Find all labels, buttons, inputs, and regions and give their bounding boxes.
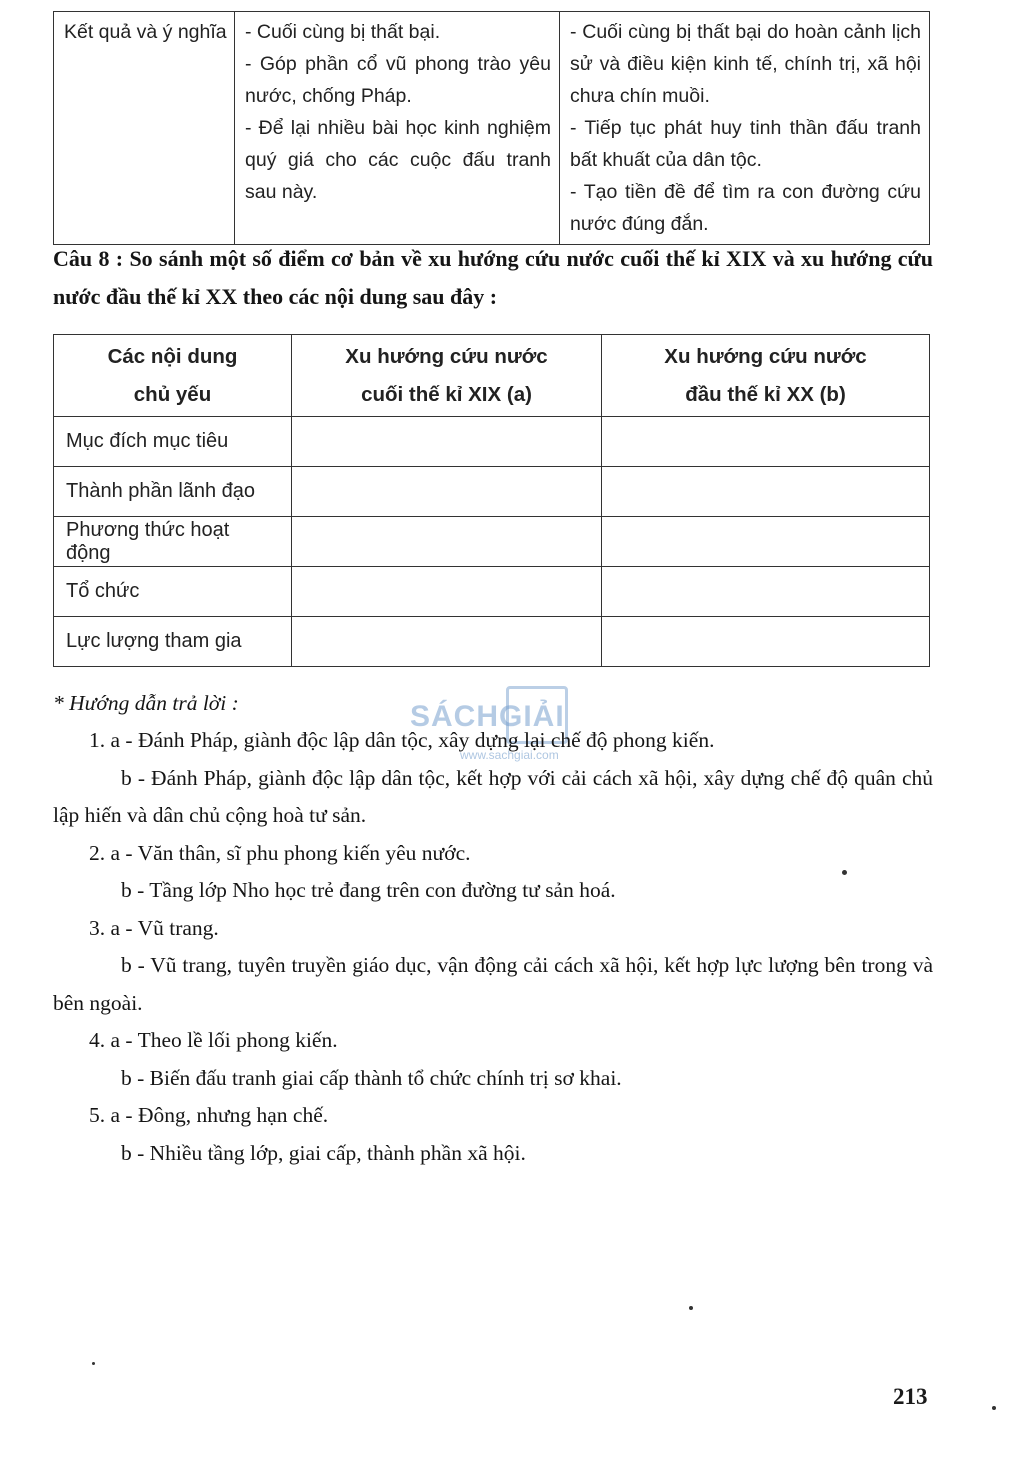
empty-cell [292,617,602,667]
answer-5a: 5. a - Đông, nhưng hạn chế. [89,1103,329,1127]
answer-1a: 1. a - Đánh Pháp, giành độc lập dân tộc, xây dựng lại chế độ phong kiến. [89,728,715,752]
results-b-item: - Tiếp tục phát huy tinh thần đấu tranh bất khuất của dân tộc. [570,117,921,171]
row-label: Thành phần lãnh đạo [54,467,292,517]
empty-cell [602,567,930,617]
row-label: Lực lượng tham gia [54,617,292,667]
empty-cell [292,567,602,617]
empty-cell [292,517,602,567]
header-content-line2: chủ yếu [133,382,212,406]
answer-2b: b - Tầng lớp Nho học trẻ đang trên con đường tư sản hoá. [121,878,616,902]
answer-2a: 2. a - Văn thân, sĩ phu phong kiến yêu nước. [89,840,471,865]
answer-5b: b - Nhiều tầng lớp, giai cấp, thành phần xã hội. [121,1140,526,1165]
watermark-url: www.sachgiai.com [460,748,559,762]
results-a-item: - Cuối cùng bị thất bại. [245,21,441,43]
empty-cell [602,467,930,517]
header-trend-b [602,335,930,417]
answer-1b: b - Đánh Pháp, giành độc lập dân tộc, kết hợp với cải cách xã hội, xây dựng chế độ quân chủ lập hiến và dân chủ cộng hoà tư sản. [53,765,933,827]
answer-guide [53,684,933,1172]
results-col-a [235,12,560,245]
header-content [54,335,292,417]
table-row [54,417,930,467]
answer-4a: 4. a - Theo lề lối phong kiến. [89,1028,338,1052]
answer-4b: b - Biến đấu tranh giai cấp thành tổ chức chính trị sơ khai. [121,1065,622,1090]
results-col-b [560,12,930,245]
empty-cell [292,417,602,467]
table-row [54,567,930,617]
scan-speck [842,870,847,875]
question-heading: Câu 8 : So sánh một số điểm cơ bản về xu hướng cứu nước cuối thế kỉ XIX và xu hướng cứu nước đầu thế kỉ XX theo các nội dung sau đây : [53,246,933,309]
table-row [54,12,930,245]
table-row [54,467,930,517]
row-label: Phương thức hoạt động [54,517,292,567]
empty-cell [602,417,930,467]
guide-title: * Hướng dẫn trả lời : [53,691,239,715]
table-row [54,617,930,667]
results-table [53,11,930,245]
header-a-line2: cuối thế kỉ XIX (a) [361,382,532,406]
row-label: Tổ chức [54,567,292,617]
header-a-line1: Xu hướng cứu nước [345,344,548,368]
header-content-line1: Các nội dung [107,344,238,368]
results-label: Kết quả và ý nghĩa [64,21,227,43]
table-header-row [54,335,930,417]
results-b-item: - Cuối cùng bị thất bại do hoàn cảnh lịch sử và điều kiện kinh tế, chính trị, xã hội chưa chín muồi. [570,21,921,107]
answer-3b: b - Vũ trang, tuyên truyền giáo dục, vận động cải cách xã hội, kết hợp lực lượng bên trong và bên ngoài. [53,953,933,1015]
header-trend-a [292,335,602,417]
scan-speck [992,1406,996,1410]
page-number: 213 [893,1384,928,1409]
scan-speck [689,1306,693,1310]
table-row [54,517,930,567]
header-b-line1: Xu hướng cứu nước [664,344,867,368]
results-a-item: - Góp phần cổ vũ phong trào yêu nước, chống Pháp. [245,53,551,107]
row-label [54,12,235,245]
results-b-item: - Tạo tiền đề để tìm ra con đường cứu nước đúng đắn. [570,181,921,235]
scan-speck [92,1362,95,1365]
answer-3a: 3. a - Vũ trang. [89,915,219,940]
results-a-item: - Để lại nhiều bài học kinh nghiệm quý giá cho các cuộc đấu tranh sau này. [245,117,551,203]
row-label: Mục đích mục tiêu [54,417,292,467]
empty-cell [292,467,602,517]
header-b-line2: đầu thế kỉ XX (b) [685,382,846,406]
empty-cell [602,517,930,567]
comparison-table [53,334,930,667]
watermark-text: SÁCHGIẢI [410,700,565,733]
empty-cell [602,617,930,667]
